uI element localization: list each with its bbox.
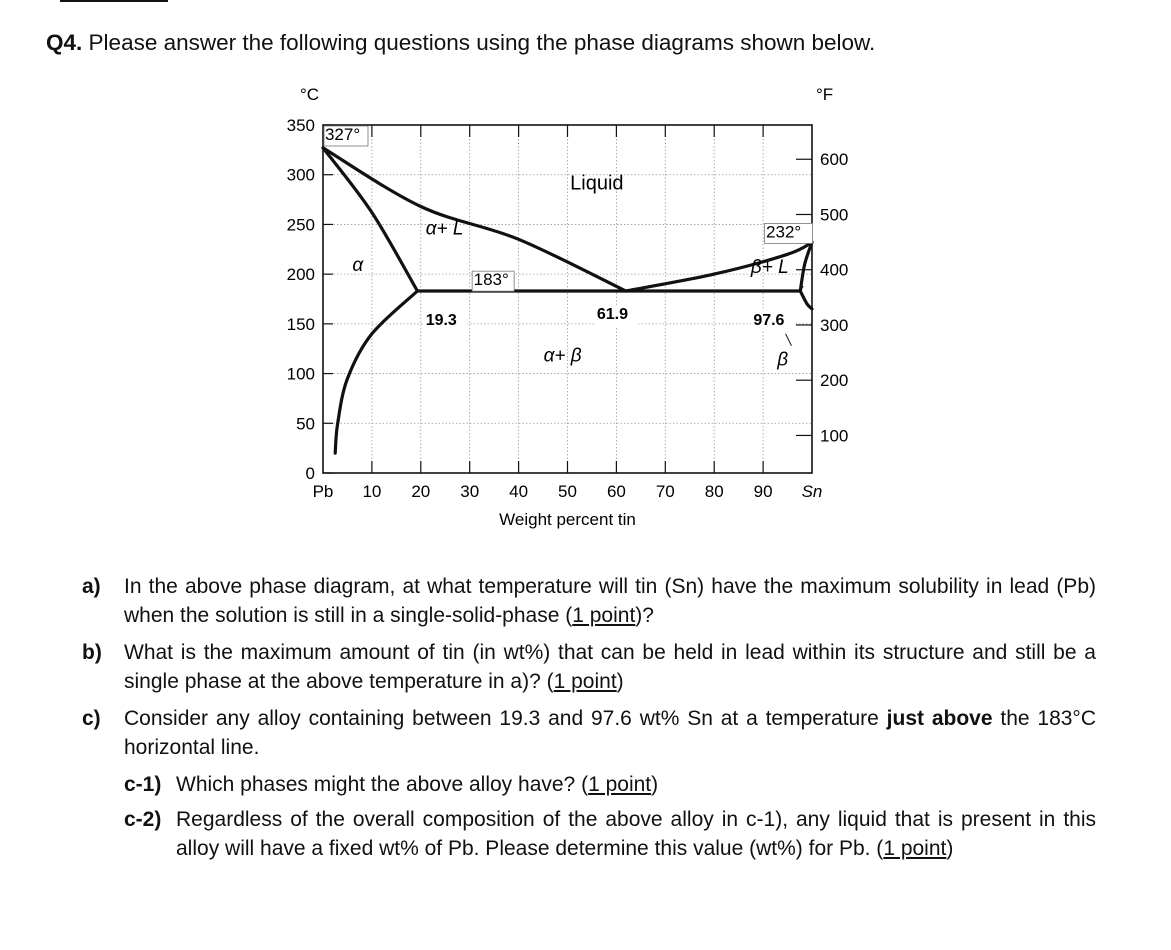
phase-diagram — [260, 80, 860, 540]
y-tick-label-left: 0 — [305, 464, 315, 483]
emphasis-just-above: just above — [886, 707, 993, 730]
points-a: 1 point — [572, 604, 636, 627]
question-c-label: c) — [82, 707, 101, 730]
label-alpha-liquid-region: α+ L — [425, 218, 464, 240]
question-a-text: In the above phase diagram, at what temperature will tin (Sn) have the maximum solubility in lead (Pb) when the solution is still in a single-solid-phase (1 point)? — [124, 575, 1096, 627]
y-tick-label-left: 50 — [296, 414, 315, 434]
x-tick-label: 70 — [655, 482, 675, 501]
label-beta-liquid-region: β+ L — [750, 257, 789, 279]
label-61-9: 61.9 — [596, 305, 628, 323]
x-tick-label: 50 — [558, 482, 577, 501]
beta-leader-line — [786, 334, 792, 346]
question-c1-label: c-1) — [124, 773, 162, 796]
y-tick-label-left: 350 — [286, 116, 315, 135]
y-tick-label-left: 150 — [286, 314, 315, 334]
y-tick-label-right: 600 — [820, 150, 849, 170]
phase-diagram-svg — [260, 80, 860, 540]
y-tick-label-right: 400 — [820, 260, 849, 280]
label-97-6: 97.6 — [753, 311, 785, 329]
label-liquid-region: Liquid — [570, 172, 624, 195]
label-327-degrees: 327° — [324, 124, 361, 144]
label-beta-region: β — [777, 349, 789, 371]
y-axis-unit-fahrenheit: °F — [816, 85, 834, 104]
question-number: Q4. — [46, 30, 83, 55]
question-b-text: What is the maximum amount of tin (in wt%) that can be held in lead within its structure and still be a single phase at the above temperature in a)? (1 point) — [124, 641, 1096, 693]
question-c-text: Consider any alloy containing between 19.3 and 97.6 wt% Sn at a temperature just above the 183°C horizontal line. — [124, 707, 1096, 759]
solvus-curve-pb — [335, 291, 417, 453]
label-alpha-region: α — [352, 255, 364, 277]
question-c2-label: c-2) — [124, 808, 162, 831]
y-tick-label-right: 200 — [820, 371, 849, 391]
x-tick-label: 20 — [411, 482, 431, 501]
label-19-3: 19.3 — [425, 311, 457, 329]
y-tick-label-left: 100 — [286, 364, 315, 384]
x-tick-label: Pb — [312, 482, 334, 501]
question-c — [82, 704, 1096, 762]
x-tick-label: 40 — [509, 482, 529, 501]
x-tick-label: 30 — [460, 482, 480, 501]
solvus-curve-sn — [800, 291, 812, 309]
y-tick-label-right: 300 — [820, 315, 849, 335]
solidus-curve-pb — [323, 148, 417, 291]
x-tick-label: 90 — [753, 482, 773, 501]
x-tick-label: 60 — [606, 482, 626, 501]
label-183-degrees: 183° — [473, 270, 509, 290]
x-tick-label: 10 — [362, 482, 382, 501]
question-header — [46, 30, 875, 56]
question-b — [82, 638, 1096, 696]
top-rule — [60, 0, 168, 2]
points-c1: 1 point — [588, 773, 652, 796]
y-tick-label-right: 100 — [820, 426, 849, 446]
y-tick-label-left: 300 — [286, 165, 315, 185]
question-c1 — [124, 770, 1096, 799]
question-a-label: a) — [82, 575, 101, 598]
question-c2 — [124, 805, 1096, 863]
y-tick-label-right: 500 — [820, 205, 849, 225]
question-b-label: b) — [82, 641, 102, 664]
x-tick-label: 80 — [704, 482, 724, 501]
y-tick-label-left: 250 — [286, 215, 315, 235]
question-c2-text: Regardless of the overall composition of the above alloy in c-1), any liquid that is present in this alloy will have a fixed wt% of Pb. Please determine this value (wt%) for Pb. (1 point) — [176, 808, 1096, 860]
question-prompt: Please answer the following questions using the phase diagrams shown below. — [88, 30, 876, 55]
points-b: 1 point — [553, 670, 617, 693]
x-axis-label: Weight percent tin — [499, 510, 636, 529]
x-tick-label: Sn — [801, 482, 823, 501]
points-c2: 1 point — [883, 837, 947, 860]
y-tick-label-left: 200 — [286, 265, 315, 285]
questions-list — [82, 572, 1096, 869]
label-alpha-beta-region: α+ β — [543, 345, 582, 367]
plot-frame — [323, 125, 812, 473]
label-232-degrees: 232° — [766, 222, 802, 242]
question-a — [82, 572, 1096, 630]
y-axis-unit-celsius: °C — [300, 85, 320, 104]
question-c1-text: Which phases might the above alloy have? (1 point) — [176, 773, 659, 796]
